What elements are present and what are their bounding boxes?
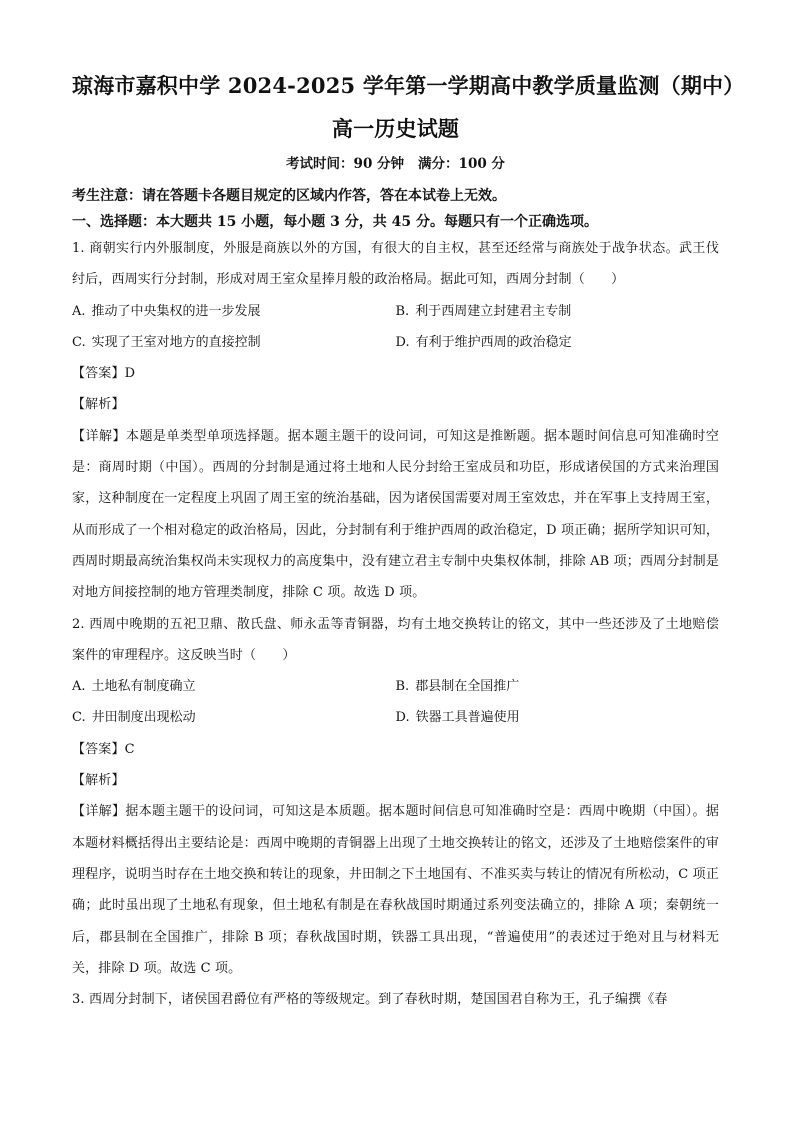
candidate-notice: 考生注意：请在答题卡各题目规定的区域内作答，答在本试卷上无效。 [72,188,506,204]
answer-value: D [124,366,136,382]
question-2-detail [72,796,719,984]
option-key: D. [395,334,410,350]
question-2-option-b [396,671,720,702]
question-2-option-a [72,671,396,702]
option-key: C. [72,334,86,350]
option-key: A. [72,679,86,695]
full-score: 满分：100 分 [418,156,505,172]
option-key: B. [395,303,410,319]
question-2-answer [72,734,719,765]
question-3-stem: 3. 西周分封制下，诸侯国君爵位有严格的等级规定。到了春秋时期，楚国国君自称为王，孔子编撰《春 [72,992,668,1008]
question-1-answer [72,358,719,389]
section-heading: 一、选择题：本大题共 15 小题，每小题 3 分，共 45 分。每题只有一个正确选项。 [72,214,598,230]
answer-label: 【答案】 [72,741,125,757]
detail-text: 本题是单类型单项选择题。据本题主题干的设问词，可知这是推断题。据本题时间信息可知准确时空是：商周时期（中国）。西周的分封制是通过将土地和人民分封给王室成员和功臣，形成诸侯国的方式来治理国家，这种制度在一定程度上巩固了周王室的统治基础，因为诸侯国需要对周王室效忠，并在军事上支持周王室，从而形成了一个相对稳定的政治格局，因此，分封制有利于维护西周的政治稳定，D 项正确；据所学知识可知，西周时期最高统治集权尚未实现权力的高度集中，没有建立君主专制中央集权体制，排除 AB 项；西周分封制是对地方间接控制的地方管理类制度，排除 C 项。故选 D 项。 [72,428,719,601]
question-1-analysis-label: 【解析】 [72,397,125,413]
answer-value: C [124,741,135,757]
question-1-option-b [396,296,720,327]
exam-time: 考试时间：90 分钟 [286,156,405,172]
exam-subtitle: 高一历史试题 [331,116,460,141]
detail-label: 【详解】 [72,804,126,820]
question-2-options-row-1 [72,671,719,702]
question-2-option-c [72,702,396,733]
option-text: 土地私有制度确立 [91,679,196,695]
detail-label: 【详解】 [72,428,126,444]
question-1-options-row-2 [72,327,719,358]
question-2-options-row-2 [72,702,719,733]
question-1-options-row-1 [72,296,719,327]
option-text: 实现了王室对地方的直接控制 [91,334,261,350]
option-text: 有利于维护西周的政治稳定 [415,334,572,350]
question-1-option-d [396,327,720,358]
option-key: B. [395,679,410,695]
question-1-detail [72,421,719,609]
question-1-stem: 1. 商朝实行内外服制度，外服是商族以外的方国，有很大的自主权，甚至还经常与商族处于战争状态。武王伐纣后，西周实行分封制，形成对周王室众星捧月般的政治格局。据此可知，西周分封制（ ） [72,241,719,288]
option-text: 推动了中央集权的进一步发展 [91,303,261,319]
option-key: D. [395,710,410,726]
option-key: A. [72,303,86,319]
option-key: C. [72,710,86,726]
option-text: 郡县制在全国推广 [415,679,520,695]
exam-title: 琼海市嘉积中学 2024-2025 学年第一学期高中教学质量监测（期中） [72,73,745,98]
exam-meta [72,153,719,175]
question-2-option-d [396,702,720,733]
option-text: 铁器工具普遍使用 [415,710,520,726]
question-1-option-c [72,327,396,358]
question-2-analysis-label: 【解析】 [72,773,125,789]
question-2-stem: 2. 西周中晚期的五祀卫鼎、散氏盘、师永盂等青铜器，均有土地交换转让的铭文，其中一些还涉及了土地赔偿案件的审理程序。这反映当时（ ） [72,616,719,663]
answer-label: 【答案】 [72,366,125,382]
question-1-option-a [72,296,396,327]
option-text: 井田制度出现松动 [91,710,196,726]
detail-text: 据本题主题干的设问词，可知这是本质题。据本题时间信息可知准确时空是：西周中晚期（中国）。据本题材料概括得出主要结论是：西周中晚期的青铜器上出现了土地交换转让的铭文，还涉及了土地赔偿案件的审理程序，说明当时存在土地交换和转让的现象，井田制之下土地国有、不准买卖与转让的情况有所松动，C 项正确；此时虽出现了土地私有现象，但土地私有制是在春秋战国时期通过系列变法确立的，排除 A 项；秦朝统一后，郡县制在全国推广，排除 B 项；春秋战国时期，铁器工具出现，“普遍使用”的表述过于绝对且与材料无关，排除 D 项。故选 C 项。 [72,804,719,976]
option-text: 利于西周建立封建君主专制 [415,303,572,319]
